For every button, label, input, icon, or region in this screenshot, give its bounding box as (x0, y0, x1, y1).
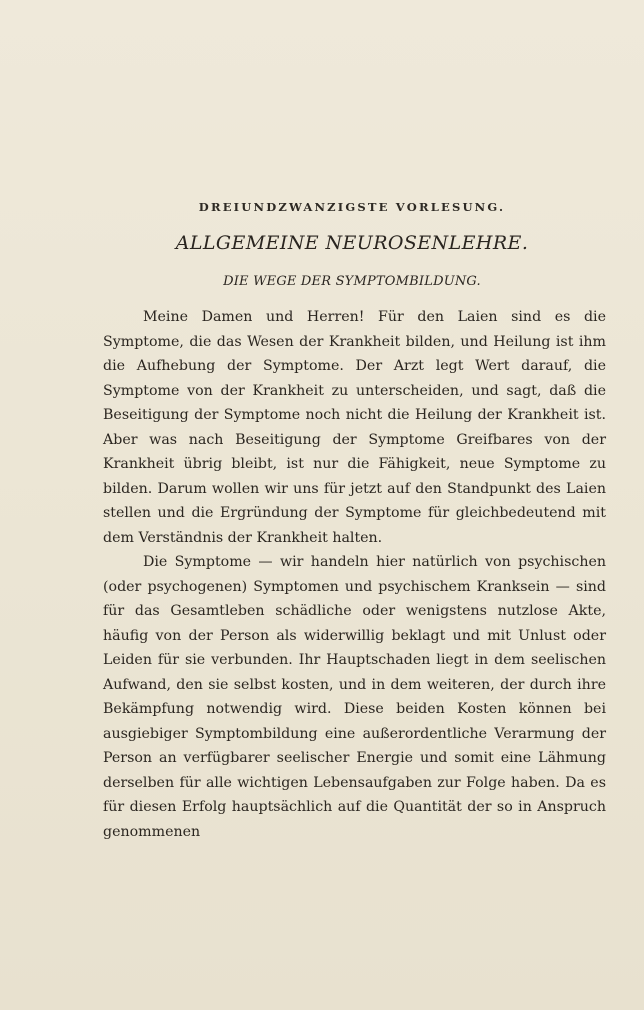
lecture-number-heading: DREIUNDZWANZIGSTE VORLESUNG. (198, 200, 506, 214)
paragraph-1: Meine Damen und Herren! Für den Laien sind es die Symptome, die das Wesen der Krankheit bilden, und Heilung ist ihm die Aufhebung der Symptome. Der Arzt legt Wert darauf, die Symptome von der Krankheit zu unterscheiden, und sagt, daß die Beseitigung der Symptome noch nicht die Heilung der Krankheit ist. Aber was nach Beseitigung der Symptome Greifbares von der Krankheit übrig bleibt, ist nur die Fähigkeit, neue Symptome zu bilden. Darum wollen wir uns für jetzt auf den Standpunkt des Laien stellen und die Ergründung der Symptome für gleichbedeutend mit dem Verständnis der Krankheit halten. (103, 309, 606, 546)
body-text (103, 305, 606, 844)
chapter-title: ALLGEMEINE NEUROSENLEHRE. (175, 232, 529, 254)
chapter-subtitle: DIE WEGE DER SYMPTOMBILDUNG. (223, 274, 481, 289)
paragraph-2: Die Symptome — wir handeln hier natürlich von psychischen (oder psychogenen) Symptomen und psychischem Kranksein — sind für das Gesamtleben schädliche oder wenigstens nutzlose Akte, häufig von der Person als widerwillig beklagt und mit Unlust oder Leiden für sie verbunden. Ihr Hauptschaden liegt in dem seelischen Aufwand, den sie selbst kosten, und in dem weiteren, der durch ihre Bekämpfung notwendig wird. Diese beiden Kosten können bei ausgiebiger Symptombildung eine außerordentliche Verarmung der Person an verfügbarer seelischer Energie und somit eine Lähmung derselben für alle wichtigen Lebensaufgaben zur Folge haben. Da es für diesen Erfolg hauptsächlich auf die Quantität der so in Anspruch genommenen (103, 554, 606, 840)
